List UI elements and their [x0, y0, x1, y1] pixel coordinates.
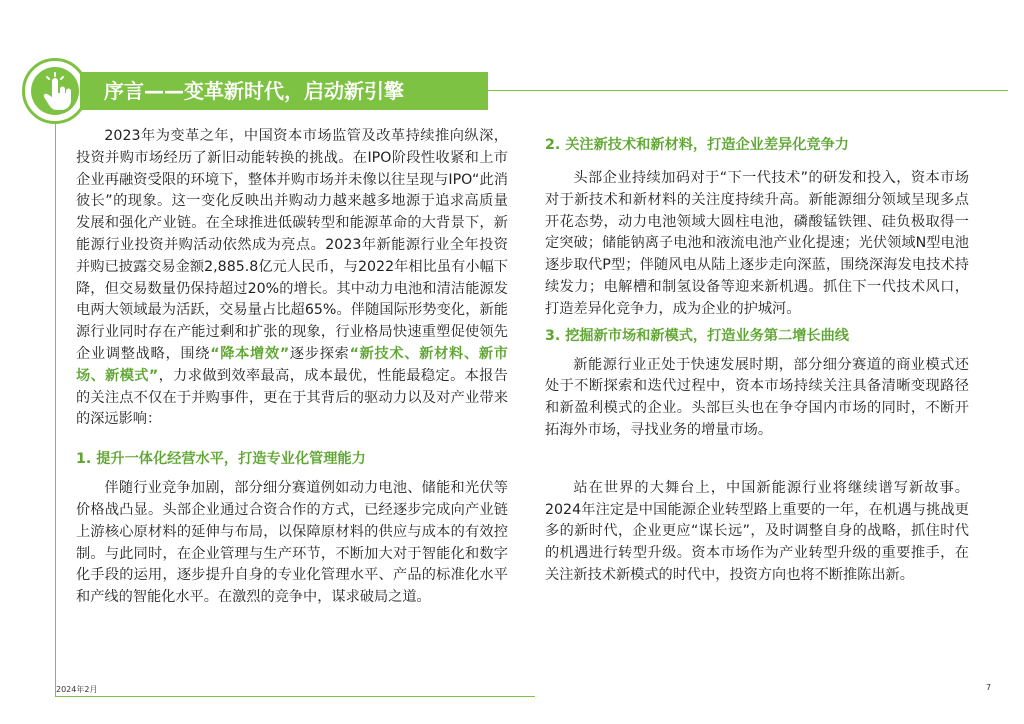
intro-highlight-1: “降本增效” — [210, 345, 290, 362]
header-badge — [22, 58, 88, 124]
intro-highlight-2: “新技术、新材料、新市场、新模式” — [76, 345, 508, 384]
section-1-body: 伴随行业竞争加剧，部分细分赛道例如动力电池、储能和光伏等价格战凸显。头部企业通过合资合作的方式，已经逐步完成向产业链上游核心原材料的延伸与布局，以保障原材料的供应与成本的有效控制。与此同时，在企业管理与生产环节，不断加大对于智能化和数字化手段的运用，逐步提升自身的专业化管理水平、产品的标准化水平和产线的智能化水平。在激烈的竞争中，谋求破局之道。 — [76, 480, 508, 606]
frame-bottom-border — [55, 696, 535, 697]
right-column — [545, 134, 969, 587]
section-2-heading: 2. 关注新技术和新材料，打造企业差异化竞争力 — [545, 137, 849, 153]
left-column — [76, 126, 508, 609]
intro-text-1: 2023年为变革之年，中国资本市场监管及改革持续推向纵深，投资并购市场经历了新旧动能转换的挑战。在IPO阶段性收紧和上市企业再融资受限的环境下，整体并购市场并未像以往呈现与IPO“此消彼长”的现象。这一变化反映出并购动力越来越多地源于追求高质量发展和强化产业链。在全球推进低碳转型和能源革命的大背景下，新能源行业投资并购活动依然成为亮点。2023年新能源行业全年投资并购已披露交易金额2,885.8亿元人民币，与2022年相比虽有小幅下降，但交易数量仍保持超过20%的增长。其中动力电池和清洁能源发电两大领域最为活跃，交易量占比超65%。伴随国际形势变化，新能源行业同时存在产能过剩和扩张的现象，行业格局快速重塑促使领先企业调整战略，围绕 — [76, 128, 508, 362]
section-2-body: 头部企业持续加码对于“下一代技术”的研发和投入，资本市场对于新技术和新材料的关注度持续升高。新能源细分领域呈现多点开花态势，动力电池领域大圆柱电池，磷酸锰铁锂、硅负极取得一定突破；储能钠离子电池和液流电池产业化提速；光伏领域N型电池逐步取代P型；伴随风电从陆上逐步走向深蓝，围绕深海发电技术持续发力；电解槽和制氢设备等迎来新机遇。抓住下一代技术风口，打造差异化竞争力，成为企业的护城河。 — [545, 170, 969, 317]
page-number: 7 — [986, 683, 992, 692]
footer-date: 2024年2月 — [56, 685, 98, 694]
section-3-body: 新能源行业正处于快速发展时期，部分细分赛道的商业模式还处于不断探索和迭代过程中，资本市场持续关注具备清晰变现路径和新盈利模式的企业。头部巨头也在争夺国内市场的同时，不断开拓海外市场，寻找业务的增量市场。 — [545, 356, 969, 438]
intro-text-3: ，力求做到效率最高，成本最优，性能最稳定。本报告的关注点不仅在于并购事件，更在于其背后的驱动力以及对产业带来的深远影响： — [76, 367, 508, 428]
section-3-heading: 3. 挖掘新市场和新模式，打造业务第二增长曲线 — [545, 327, 849, 344]
frame-left-border — [55, 124, 56, 696]
section-1-heading: 1. 提升一体化经营水平，打造专业化管理能力 — [76, 451, 366, 468]
intro-text-2: 逐步探索 — [289, 345, 350, 362]
header-divider — [488, 90, 1008, 91]
closing-paragraph: 站在世界的大舞台上，中国新能源行业将继续谱写新故事。2024年注定是中国能源企业转型路上重要的一年，在机遇与挑战更多的新时代，企业更应“谋长远”，及时调整自身的战略，抓住时代的机遇进行转型升级。资本市场作为产业转型升级的重要推手，在关注新技术新模式的时代中，投资方向也将不断推陈出新。 — [545, 479, 969, 583]
hand-pointer-icon — [31, 67, 79, 115]
intro-paragraph — [76, 126, 508, 431]
page-title: 序言——变革新时代，启动新引擎 — [104, 79, 404, 103]
